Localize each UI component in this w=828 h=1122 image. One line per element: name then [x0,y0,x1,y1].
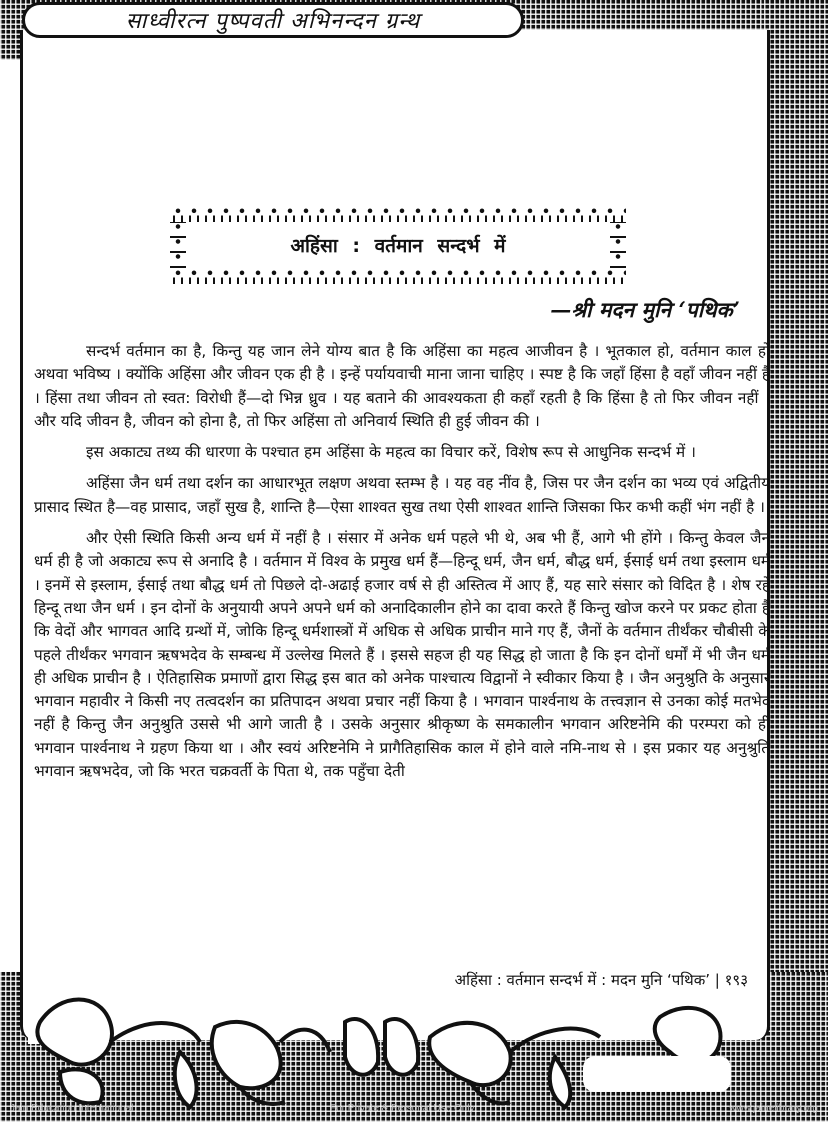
article-title: अहिंसा : वर्तमान सन्दर्भ में [290,235,506,257]
paragraph-1: सन्दर्भ वर्तमान का है, किन्तु यह जान लेने योग्य बात है कि अहिंसा का महत्व आजीवन है । भूतकाल हो, वर्तमान काल हो अथवा भविष्य । क्योंकि अहिंसा और जीवन एक ही है । इन्हें पर्यायवाची माना जाना चाहिए । स्पष्ट है कि जहाँ हिंसा है वहाँ जीवन नहीं है । हिंसा तथा जीवन तो स्वत: विरोधी हैं—दो भिन्न ध्रुव । यह बताने की आवश्यकता ही कहाँ रहती है कि हिंसा है तो फिर जीवन नहीं । और यदि जीवन है, जीवन को होना है, तो फिर अहिंसा तो अनिवार्य स्थिति ही हुई जीवन की । [34,342,770,430]
paragraph-4: और ऐसी स्थिति किसी अन्य धर्म में नहीं है । संसार में अनेक धर्म पहले भी थे, अब भी हैं, आगे भी होंगे । किन्तु केवल जैन धर्म ही है जो अकाट्य रूप से अनादि है । वर्तमान में विश्व के प्रमुख धर्म हैं—हिन्दू धर्म, जैन धर्म, बौद्ध धर्म, ईसाई धर्म तथा इस्लाम धर्म । इनमें से इस्लाम, ईसाई तथा बौद्ध धर्म तो पिछले दो-अढाई हजार वर्ष से ही अस्तित्व में आए हैं, यह सारे संसार को विदित है । शेष रहे हिन्दू तथा जैन धर्म । इन दोनों के अनुयायी अपने अपने धर्म को अनादिकालीन होने का दावा करते हैं किन्तु खोज करने पर प्रकट होता है कि वेदों और भागवत आदि ग्रन्थों में, जोकि हिन्दू धर्मशास्त्रों में अधिक से अधिक प्राचीन माने गए हैं, जैनों के वर्तमान तीर्थंकर चौबीसी के पहले तीर्थंकर भगवान ऋषभदेव के सम्बन्ध में उल्लेख मिलते हैं । इससे सहज ही यह सिद्ध हो जाता है कि इन दोनों धर्मों में भी जैन धर्म ही अधिक प्राचीन है । ऐतिहासिक प्रमाणों द्वारा सिद्ध इस बात को अनेक पाश्चात्य विद्वानों ने स्वीकार किया है । जैन अनुश्रुति के अनुसार भगवान महावीर ने किसी नए तत्वदर्शन का प्रतिपादन अथवा प्रचार नहीं किया है । भगवान पार्श्वनाथ के तत्त्वज्ञान से उनका कोई मतभेद नहीं है किन्तु जैन अनुश्रुति उससे भी आगे जाती है । उसके अनुसार श्रीकृष्ण के समकालीन भगवान अरिष्टनेमि की परम्परा को ही भगवान पार्श्वनाथ ने ग्रहण किया था । और स्वयं अरिष्टनेमि ने प्रागैतिहासिक काल में होने वाले नमि-नाथ से । इस प्रकार यह अनुश्रुति भगवान ऋषभदेव, जो कि भरत चक्रवर्ती के पिता थे, तक पहुँचा देती [34,529,770,781]
watermark-center: For Private & Personal Use Only [330,1103,475,1114]
tulip-border-top-icon [170,206,626,222]
running-footer: अहिंसा : वर्तमान सन्दर्भ में : मदन मुनि ‘पथिक’ | १९३ [454,971,748,989]
header-banner [22,2,524,38]
watermark-right[interactable]: www.jainelibrary.org [729,1103,818,1114]
floral-border-icon [0,982,828,1122]
article-body [34,340,770,783]
banner-title: साध्वीरत्न पुष्पवती अभिनन्दन ग्रन्थ [125,9,421,34]
paragraph-2: इस अकाट्य तथ्य की धारणा के पश्चात हम अहिंसा के महत्व का विचार करें, विशेष रूप से आधुनिक सन्दर्भ में । [86,443,696,462]
article-title-box [170,206,626,284]
tulip-border-left-icon [170,222,186,268]
paragraph-3: अहिंसा जैन धर्म तथा दर्शन का आधारभूत लक्षण अथवा स्तम्भ है । यह वह नींव है, जिस पर जैन दर्शन का भव्य एवं अद्वितीय प्रासाद स्थित है—वह प्रासाद, जहाँ सुख है, शान्ति है—ऐसा शाश्वत सुख तथा ऐसी शाश्वत शान्ति जिसका फिर कभी कहीं भंग नहीं है । [34,474,770,516]
blank-label-tab [583,1056,731,1092]
watermark-left: Jain Education International [10,1103,134,1114]
article-author: —श्री मदन मुनि ‘पथिक’ [550,297,740,322]
right-checkered-border [764,0,828,1122]
tulip-border-bottom-icon [170,268,626,284]
tulip-border-right-icon [610,222,626,268]
